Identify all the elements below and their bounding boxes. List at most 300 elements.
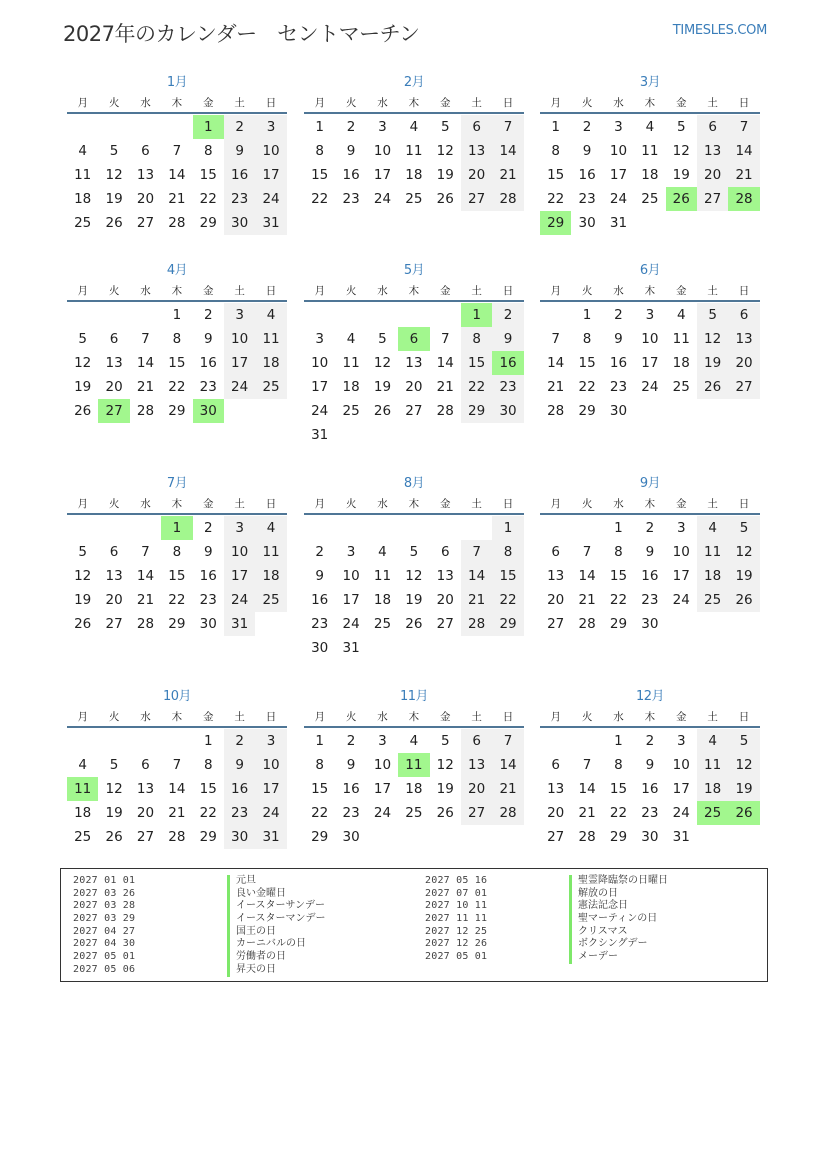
holiday-date: 2027 04 27: [73, 925, 136, 937]
day-cell: 17: [672, 568, 690, 584]
weekday-label: 金: [676, 711, 687, 723]
weekday-label: 土: [234, 711, 245, 723]
weekday-label: 水: [613, 711, 624, 723]
day-cell: 1: [315, 733, 324, 749]
holiday-date: 2027 01 01: [73, 875, 136, 886]
day-cell: 31: [609, 215, 628, 231]
day-cell: 21: [578, 592, 596, 608]
day-cell: 14: [436, 355, 454, 371]
weekday-label: 日: [502, 285, 514, 297]
day-cell: 26: [373, 403, 392, 419]
weekday-label: 水: [140, 285, 151, 297]
day-cell: 17: [255, 777, 286, 801]
day-cell: 25: [641, 191, 659, 207]
day-cell: 13: [547, 781, 565, 797]
day-cell: 14: [461, 564, 492, 588]
day-cell: 10: [609, 143, 628, 159]
day-cell: 28: [136, 403, 155, 419]
day-cell: 10: [311, 355, 329, 371]
day-cell: 15: [168, 355, 186, 371]
day-cell: 20: [547, 592, 565, 608]
day-cell: 11: [342, 355, 360, 371]
day-cell: 30: [492, 399, 523, 423]
weekday-label: 土: [471, 711, 482, 723]
day-cell: 20: [105, 592, 123, 608]
day-cell: 3: [645, 307, 655, 323]
day-cell: 10: [342, 568, 360, 584]
day-cell: 11: [672, 331, 690, 347]
day-cell: 23: [199, 592, 217, 608]
day-cell: 27: [461, 801, 492, 825]
day-cell: 8: [551, 143, 560, 159]
day-cell: 29: [168, 403, 186, 419]
day-cell: 10: [224, 540, 255, 564]
day-cell: 31: [342, 640, 360, 656]
day-cell: 21: [136, 379, 155, 395]
weekday-label: 火: [581, 285, 593, 297]
day-cell: 7: [440, 331, 450, 347]
empty-day-cell: [398, 516, 429, 540]
day-cell: 13: [436, 568, 454, 584]
empty-day-cell: [304, 516, 335, 540]
day-cell: 30: [311, 640, 329, 656]
day-cell: 5: [440, 733, 450, 749]
weekday-label: 日: [738, 97, 750, 109]
day-cell: 4: [378, 544, 387, 560]
day-cell: 8: [315, 143, 324, 159]
day-cell: 25: [672, 379, 690, 395]
weekday-label: 水: [613, 285, 624, 297]
day-cell: 12: [105, 781, 123, 797]
day-cell: 3: [255, 729, 286, 753]
weekday-label: 月: [77, 498, 88, 510]
day-cell: 14: [547, 355, 565, 371]
empty-day-cell: [67, 115, 98, 139]
day-cell: 12: [373, 355, 392, 371]
day-cell: 8: [614, 757, 623, 773]
weekday-label: 火: [581, 711, 593, 723]
site-link[interactable]: TIMESLES.COM: [672, 23, 767, 38]
month-name: 8月: [403, 476, 425, 491]
empty-day-cell: [540, 729, 571, 753]
day-cell: 2: [346, 119, 356, 135]
day-cell: 10: [255, 139, 286, 163]
day-cell: 21: [728, 163, 759, 187]
day-cell: 14: [136, 568, 155, 584]
day-cell: 19: [697, 351, 728, 375]
weekday-label: 水: [377, 285, 388, 297]
holiday-name: メーデー: [569, 951, 668, 964]
weekday-label: 土: [234, 498, 245, 510]
day-cell: 5: [676, 119, 686, 135]
day-cell: 28: [168, 829, 186, 845]
day-cell: 10: [641, 331, 659, 347]
weekday-label: 日: [738, 711, 750, 723]
day-cell: 15: [547, 167, 565, 183]
day-cell: 4: [409, 119, 419, 135]
day-cell: 13: [136, 781, 155, 797]
empty-day-cell: [98, 516, 129, 540]
days-grid: [304, 729, 524, 849]
day-cell: 28: [436, 403, 454, 419]
weekday-label: 木: [644, 97, 656, 109]
day-cell: 5: [109, 143, 119, 159]
day-cell: 2: [203, 307, 213, 323]
days-grid: [67, 115, 287, 235]
day-cell: 23: [199, 379, 217, 395]
day-cell: 27: [728, 375, 759, 399]
day-cell: 15: [199, 781, 217, 797]
day-cell: 29: [199, 215, 217, 231]
day-cell: 20: [728, 351, 759, 375]
month-block: [67, 473, 287, 636]
holiday-day-cell: 1: [193, 115, 224, 139]
day-cell: 9: [224, 753, 255, 777]
holiday-date: 2027 12 26: [425, 938, 488, 950]
day-cell: 18: [697, 777, 728, 801]
weekday-label: 金: [203, 711, 214, 723]
day-cell: 16: [199, 355, 217, 371]
day-cell: 25: [255, 375, 286, 399]
day-cell: 21: [168, 805, 186, 821]
days-grid: [304, 303, 524, 447]
empty-day-cell: [335, 516, 366, 540]
day-cell: 7: [461, 540, 492, 564]
day-cell: 10: [255, 753, 286, 777]
days-grid: [540, 115, 760, 235]
day-cell: 26: [74, 616, 92, 632]
day-cell: 7: [172, 143, 182, 159]
month-block: [67, 686, 287, 849]
day-cell: 3: [378, 733, 387, 749]
weekday-label: 木: [171, 498, 183, 510]
day-cell: 18: [342, 379, 360, 395]
day-cell: 31: [224, 612, 255, 636]
day-cell: 9: [224, 139, 255, 163]
day-cell: 3: [224, 303, 255, 327]
day-cell: 7: [141, 331, 150, 347]
holiday-date: 2027 04 30: [73, 938, 136, 950]
day-cell: 24: [373, 805, 392, 821]
day-cell: 24: [672, 805, 690, 821]
day-cell: 8: [614, 544, 623, 560]
weekday-label: 日: [738, 498, 750, 510]
day-cell: 15: [168, 568, 186, 584]
month-block: [540, 686, 760, 849]
day-cell: 21: [578, 805, 596, 821]
day-cell: 5: [728, 729, 759, 753]
day-cell: 1: [203, 733, 213, 749]
month-block: [304, 72, 524, 211]
weekday-label: 火: [581, 498, 593, 510]
day-cell: 17: [342, 592, 360, 608]
day-cell: 9: [492, 327, 523, 351]
holiday-date: 2027 03 29: [73, 913, 136, 925]
day-cell: 22: [492, 588, 523, 612]
holiday-name: 聖霊降臨祭の日曜日: [569, 875, 668, 888]
days-grid: [540, 729, 760, 849]
day-cell: 30: [342, 829, 360, 845]
day-cell: 9: [203, 331, 213, 347]
weekday-label: 日: [738, 285, 750, 297]
day-cell: 22: [547, 191, 565, 207]
holiday-name: イースターサンデー: [227, 900, 326, 913]
weekday-label: 金: [440, 498, 451, 510]
day-cell: 23: [224, 187, 255, 211]
empty-day-cell: [335, 303, 366, 327]
day-cell: 21: [168, 191, 186, 207]
day-cell: 5: [378, 331, 387, 347]
day-cell: 14: [168, 781, 186, 797]
weekday-label: 火: [108, 498, 120, 510]
day-cell: 4: [697, 729, 728, 753]
day-cell: 13: [461, 753, 492, 777]
holiday-day-cell: 30: [193, 399, 224, 423]
day-cell: 26: [105, 829, 123, 845]
month-block: [67, 260, 287, 423]
weekday-label: 金: [440, 711, 451, 723]
day-cell: 29: [461, 399, 492, 423]
day-cell: 25: [74, 829, 92, 845]
holiday-dates-right: [425, 875, 487, 964]
holiday-name: 聖マーティンの日: [569, 913, 668, 926]
day-cell: 7: [551, 331, 560, 347]
day-cell: 20: [697, 163, 728, 187]
day-cell: 17: [373, 167, 392, 183]
day-cell: 20: [136, 805, 155, 821]
weekday-label: 火: [345, 97, 357, 109]
day-cell: 5: [78, 331, 87, 347]
weekday-label: 木: [408, 285, 420, 297]
month-name: 11月: [399, 689, 429, 704]
weekday-label: 水: [377, 711, 388, 723]
day-cell: 1: [614, 733, 623, 749]
day-cell: 17: [641, 355, 659, 371]
day-cell: 13: [547, 568, 565, 584]
day-cell: 3: [676, 520, 686, 536]
day-cell: 4: [697, 516, 728, 540]
day-cell: 19: [436, 167, 454, 183]
day-cell: 21: [492, 163, 523, 187]
empty-day-cell: [130, 729, 161, 753]
day-cell: 3: [614, 119, 623, 135]
day-cell: 22: [311, 805, 329, 821]
day-cell: 8: [582, 331, 592, 347]
day-cell: 18: [74, 191, 92, 207]
weekday-label: 金: [676, 97, 687, 109]
day-cell: 24: [641, 379, 659, 395]
day-cell: 7: [728, 115, 759, 139]
day-cell: 22: [609, 805, 628, 821]
weekday-label: 火: [108, 285, 120, 297]
holiday-day-cell: 1: [161, 516, 192, 540]
day-cell: 19: [672, 167, 690, 183]
day-cell: 30: [199, 616, 217, 632]
day-cell: 4: [409, 733, 419, 749]
month-block: [304, 473, 524, 660]
day-cell: 15: [609, 781, 628, 797]
day-cell: 22: [609, 592, 628, 608]
day-cell: 28: [461, 612, 492, 636]
day-cell: 23: [578, 191, 596, 207]
day-cell: 9: [203, 544, 213, 560]
weekday-label: 火: [108, 711, 120, 723]
day-cell: 1: [614, 520, 623, 536]
day-cell: 10: [672, 757, 690, 773]
empty-day-cell: [67, 516, 98, 540]
holiday-name: カーニバルの日: [227, 938, 326, 951]
weekday-label: 金: [676, 285, 687, 297]
holiday-date: 2027 05 01: [425, 951, 488, 963]
day-cell: 23: [342, 805, 360, 821]
days-grid: [540, 516, 760, 636]
month-block: [304, 686, 524, 849]
empty-day-cell: [367, 303, 398, 327]
day-cell: 11: [74, 167, 92, 183]
day-cell: 13: [405, 355, 423, 371]
days-grid: [67, 303, 287, 423]
day-cell: 5: [697, 303, 728, 327]
day-cell: 20: [547, 805, 565, 821]
holiday-name: 元旦: [227, 875, 326, 888]
day-cell: 4: [255, 303, 286, 327]
holiday-date: 2027 03 26: [73, 887, 136, 899]
day-cell: 2: [614, 307, 623, 323]
day-cell: 27: [405, 403, 423, 419]
day-cell: 14: [578, 781, 596, 797]
empty-day-cell: [130, 303, 161, 327]
weekday-label: 土: [707, 498, 718, 510]
day-cell: 25: [342, 403, 360, 419]
days-grid: [304, 115, 524, 211]
day-cell: 3: [676, 733, 686, 749]
day-cell: 16: [199, 568, 217, 584]
day-cell: 18: [405, 781, 423, 797]
day-cell: 22: [199, 191, 217, 207]
weekday-label: 金: [676, 498, 687, 510]
day-cell: 15: [199, 167, 217, 183]
weekday-label: 水: [613, 498, 624, 510]
day-cell: 16: [641, 568, 659, 584]
empty-day-cell: [130, 115, 161, 139]
day-cell: 1: [551, 119, 560, 135]
weekday-label: 土: [471, 97, 482, 109]
holiday-date: 2027 10 11: [425, 900, 488, 912]
day-cell: 19: [728, 777, 759, 801]
holiday-name: イースターマンデー: [227, 913, 326, 926]
weekday-label: 水: [377, 498, 388, 510]
day-cell: 21: [436, 379, 454, 395]
weekday-label: 月: [77, 285, 88, 297]
day-cell: 20: [136, 191, 155, 207]
day-cell: 28: [492, 801, 523, 825]
day-cell: 7: [582, 757, 592, 773]
day-cell: 13: [105, 568, 123, 584]
day-cell: 26: [728, 588, 759, 612]
day-cell: 19: [105, 191, 123, 207]
day-cell: 18: [697, 564, 728, 588]
weekday-label: 日: [265, 97, 277, 109]
day-cell: 24: [373, 191, 392, 207]
days-grid: [304, 516, 524, 660]
weekday-label: 土: [707, 711, 718, 723]
month-block: [304, 260, 524, 447]
day-cell: 21: [136, 592, 155, 608]
holiday-date: 2027 12 25: [425, 925, 488, 937]
day-cell: 16: [224, 777, 255, 801]
empty-day-cell: [130, 516, 161, 540]
month-name: 10月: [162, 689, 192, 704]
weekday-header: [540, 94, 760, 114]
day-cell: 9: [346, 143, 356, 159]
day-cell: 4: [676, 307, 686, 323]
weekday-header: [540, 495, 760, 515]
holiday-name: 国王の日: [227, 926, 326, 939]
day-cell: 6: [109, 331, 119, 347]
holiday-legend: [60, 868, 768, 982]
day-cell: 2: [645, 520, 655, 536]
day-cell: 18: [255, 351, 286, 375]
day-cell: 22: [311, 191, 329, 207]
weekday-header: [67, 282, 287, 302]
weekday-label: 日: [502, 498, 514, 510]
day-cell: 24: [255, 801, 286, 825]
day-cell: 28: [168, 215, 186, 231]
day-cell: 9: [346, 757, 356, 773]
holiday-day-cell: 26: [666, 187, 697, 211]
holiday-names-right: [569, 875, 668, 964]
day-cell: 23: [342, 191, 360, 207]
day-cell: 12: [405, 568, 423, 584]
day-cell: 23: [641, 592, 659, 608]
day-cell: 13: [697, 139, 728, 163]
day-cell: 12: [728, 540, 759, 564]
day-cell: 9: [582, 143, 592, 159]
weekday-label: 土: [234, 285, 245, 297]
weekday-label: 火: [345, 711, 357, 723]
weekday-label: 木: [408, 711, 420, 723]
weekday-label: 月: [77, 711, 88, 723]
day-cell: 21: [461, 588, 492, 612]
day-cell: 19: [436, 781, 454, 797]
day-cell: 11: [405, 143, 423, 159]
day-cell: 17: [609, 167, 628, 183]
weekday-header: [67, 94, 287, 114]
day-cell: 5: [109, 757, 119, 773]
weekday-label: 木: [644, 285, 656, 297]
day-cell: 17: [672, 781, 690, 797]
day-cell: 12: [436, 757, 454, 773]
day-cell: 29: [578, 403, 596, 419]
day-cell: 12: [105, 167, 123, 183]
day-cell: 30: [224, 825, 255, 849]
day-cell: 11: [255, 327, 286, 351]
day-cell: 11: [641, 143, 659, 159]
day-cell: 17: [224, 351, 255, 375]
day-cell: 16: [342, 167, 360, 183]
month-block: [540, 72, 760, 235]
day-cell: 29: [609, 616, 628, 632]
month-block: [540, 473, 760, 636]
empty-day-cell: [571, 516, 602, 540]
day-cell: 19: [105, 805, 123, 821]
weekday-header: [540, 282, 760, 302]
day-cell: 10: [672, 544, 690, 560]
day-cell: 2: [224, 115, 255, 139]
weekday-header: [304, 94, 524, 114]
day-cell: 6: [461, 729, 492, 753]
weekday-label: 月: [550, 711, 561, 723]
